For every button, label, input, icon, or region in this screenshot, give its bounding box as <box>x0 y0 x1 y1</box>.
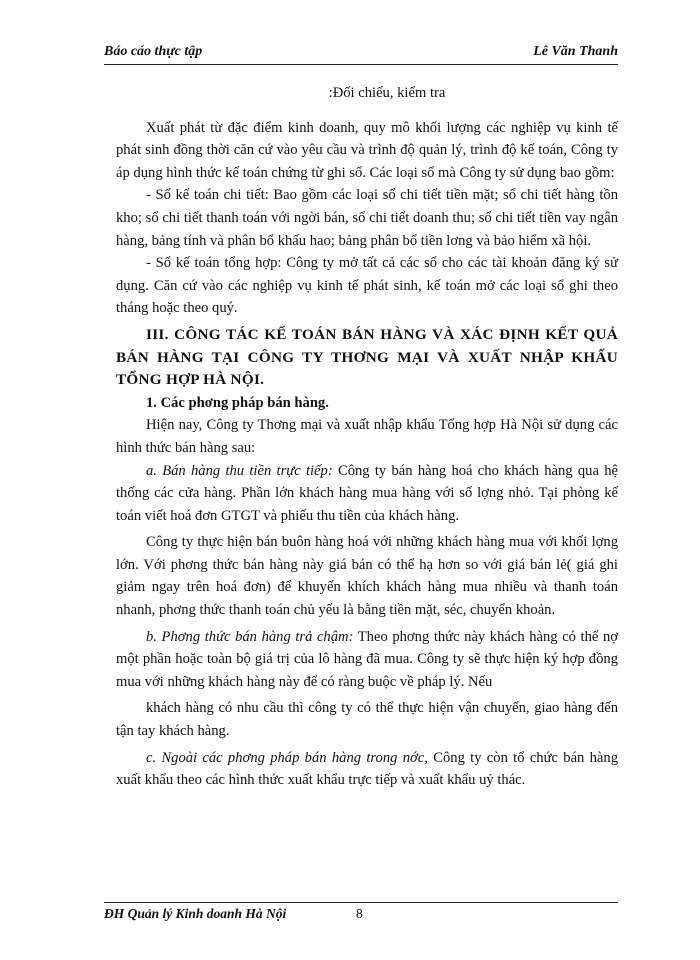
footer-left: ĐH Quản lý Kinh doanh Hà Nội <box>104 906 287 921</box>
header-rule <box>104 64 618 65</box>
paragraph-1: Xuất phát từ đặc điểm kinh doanh, quy mô khối lượng các nghiệp vụ kinh tế phát sinh đồng thời căn cứ vào yêu cầu và trình độ quản lý, trình độ kế toán, Công ty áp dụng hình thức kế toán chứng từ ghi sổ. Các loại sổ mà Công ty sử dụng bao gồm: <box>116 119 618 181</box>
page-footer <box>104 906 363 922</box>
paragraph-4: Hiện nay, Công ty Thơng mại và xuất nhập khẩu Tổng hợp Hà Nội sử dụng các hình thức bán hàng sau: <box>116 417 618 456</box>
section-heading: III. CÔNG TÁC KẾ TOÁN BÁN HÀNG VÀ XÁC ĐỊNH KẾT QUẢ BÁN HÀNG TẠI CÔNG TY THƠNG MẠI VÀ XUẤT NHẬP KHẨU TỔNG HỢP HÀ NỘI. <box>116 325 618 389</box>
paragraph-5-text: Công ty bán hàng hoá cho khách hàng qua hệ thống các cửa hàng. Phần lớn khách hàng mua hàng với số lợng nhỏ. Tại phòng kế toán viết hoá đơn GTGT và phiếu thu tiền của khách hàng. <box>116 462 618 524</box>
footer-rule <box>104 902 618 903</box>
paragraph-3: - Sổ kế toán tổng hợp: Công ty mở tất cả các sổ cho các tài khoản đăng ký sử dụng. Căn cứ vào các nghiệp vụ kinh tế phát sinh, kế toán mở các loại sổ ghi theo tháng hoặc theo quý. <box>116 255 618 317</box>
page-header <box>104 44 618 64</box>
paragraph-8: khách hàng có nhu cầu thì công ty có thể thực hiện vận chuyển, giao hàng đến tận tay khách hàng. <box>116 700 618 740</box>
paragraph-9 <box>116 747 618 792</box>
subsection-heading: 1. Các phơng pháp bán hàng. <box>146 394 329 411</box>
paragraph-7-text: Theo phơng thức này khách hàng có thể nợ một phần hoặc toàn bộ giá trị của lô hàng đã mua. Công ty sẽ thực hiện ký hợp đồng mua với những khách hàng này để có ràng buộc về pháp lý. Nếu <box>116 628 618 690</box>
header-right: Lê Văn Thanh <box>533 44 618 59</box>
paragraph-0: :Đối chiếu, kiểm tra <box>328 85 446 101</box>
paragraph-9-lead: c. Ngoài các phơng pháp bán hàng trong nớc, <box>146 749 428 766</box>
paragraph-7 <box>116 626 618 694</box>
paragraph-5 <box>116 460 618 528</box>
paragraph-6: Công ty thực hiện bán buôn hàng hoá với những khách hàng mua với khối lợng lớn. Với phơng thức bán hàng này giá bán có thể hạ hơn so với giá bán lẻ( giá ghi giảm ngay trên hoá đơn) để khuyến khích khách hàng mua nhiều và thanh toán nhanh, phơng thức thanh toán chủ yếu là bằng tiền mặt, séc, chuyển khoản. <box>116 534 618 619</box>
paragraph-9-text: Công ty còn tổ chức bán hàng xuất khẩu theo các hình thức xuất khẩu trực tiếp và xuất khẩu uỷ thác. <box>116 749 619 789</box>
header-left: Báo cáo thực tập <box>104 44 203 59</box>
paragraph-5-lead: a. Bán hàng thu tiền trực tiếp: <box>146 462 333 479</box>
document-body <box>116 82 618 792</box>
paragraph-2: - Sổ kế toán chi tiết: Bao gồm các loại sổ chi tiết tiền mặt; sổ chi tiết hàng tồn kho; sổ chi tiết thanh toán với ngời bán, sổ chi tiết doanh thu; sổ chi tiết tiền vay ngân hàng, bảng tính và phân bổ khấu hao; bảng phân bổ tiền lơng và bảo hiểm xã hội. <box>116 187 618 249</box>
paragraph-7-lead: b. Phơng thức bán hàng trả chậm: <box>146 628 354 645</box>
page-number: 8 <box>356 906 363 921</box>
